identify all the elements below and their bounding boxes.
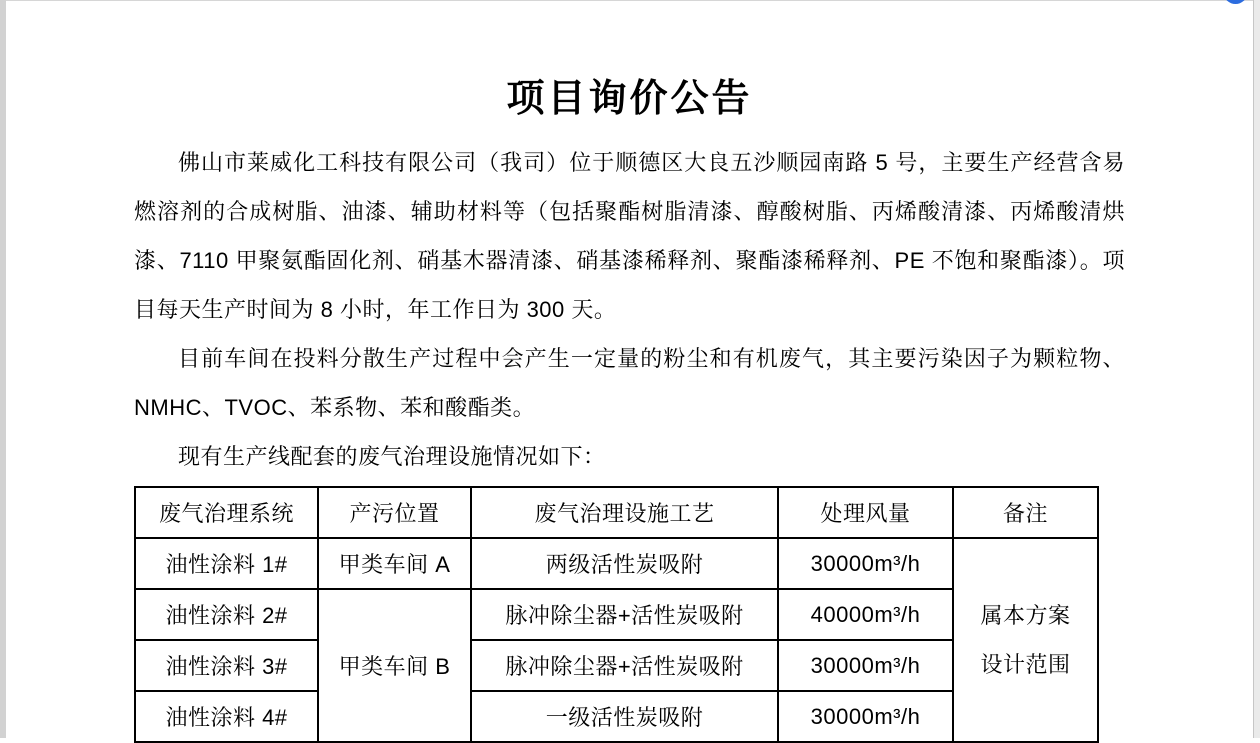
document-title: 项目询价公告	[506, 78, 753, 120]
cell-location: 甲类车间 A	[318, 538, 471, 589]
paragraph-pollutants: 目前车间在投料分散生产过程中会产生一定量的粉尘和有机废气，其主要污染因子为颗粒物、NMHC、TVOC、苯系物、苯和酸酯类。	[134, 346, 1125, 420]
cell-system: 油性涂料 3#	[135, 640, 318, 691]
table-row	[135, 538, 1098, 589]
collaboration-badge-icon[interactable]	[1224, 0, 1247, 4]
cell-process: 一级活性炭吸附	[471, 691, 778, 742]
remark-line: 设计范围	[980, 652, 1071, 677]
cell-system: 油性涂料 1#	[135, 538, 318, 589]
header-system: 废气治理系统	[135, 487, 318, 538]
cell-system: 油性涂料 4#	[135, 691, 318, 742]
cell-airflow: 40000m³/h	[778, 589, 953, 640]
waste-gas-treatment-table	[134, 486, 1099, 743]
table-header-row	[135, 487, 1098, 538]
cell-airflow: 30000m³/h	[778, 640, 953, 691]
cell-airflow: 30000m³/h	[778, 538, 953, 589]
cell-airflow: 30000m³/h	[778, 691, 953, 742]
document-page	[134, 0, 1125, 743]
cell-process: 脉冲除尘器+活性炭吸附	[471, 640, 778, 691]
cell-process: 脉冲除尘器+活性炭吸附	[471, 589, 778, 640]
cell-system: 油性涂料 2#	[135, 589, 318, 640]
paragraph-table-lead-in: 现有生产线配套的废气治理设施情况如下：	[178, 444, 606, 469]
page-edge-left	[0, 0, 6, 738]
header-location: 产污位置	[318, 487, 471, 538]
header-remark: 备注	[953, 487, 1098, 538]
cell-process: 两级活性炭吸附	[471, 538, 778, 589]
remark-line: 属本方案	[980, 603, 1071, 628]
cell-remark	[953, 538, 1098, 742]
page-edge-right	[1253, 0, 1260, 738]
header-airflow: 处理风量	[778, 487, 953, 538]
cell-location: 甲类车间 B	[318, 589, 471, 742]
document-body	[134, 138, 1125, 481]
paragraph-company-intro: 佛山市莱威化工科技有限公司（我司）位于顺德区大良五沙顺园南路 5 号，主要生产经营含易燃溶剂的合成树脂、油漆、辅助材料等（包括聚酯树脂清漆、醇酸树脂、丙烯酸清漆、丙烯酸清烘漆、7110 甲聚氨酯固化剂、硝基木器清漆、硝基漆稀释剂、聚酯漆稀释剂、PE 不饱和聚酯漆）。项目每天生产时间为 8 小时，年工作日为 300 天。	[134, 150, 1125, 322]
header-process: 废气治理设施工艺	[471, 487, 778, 538]
